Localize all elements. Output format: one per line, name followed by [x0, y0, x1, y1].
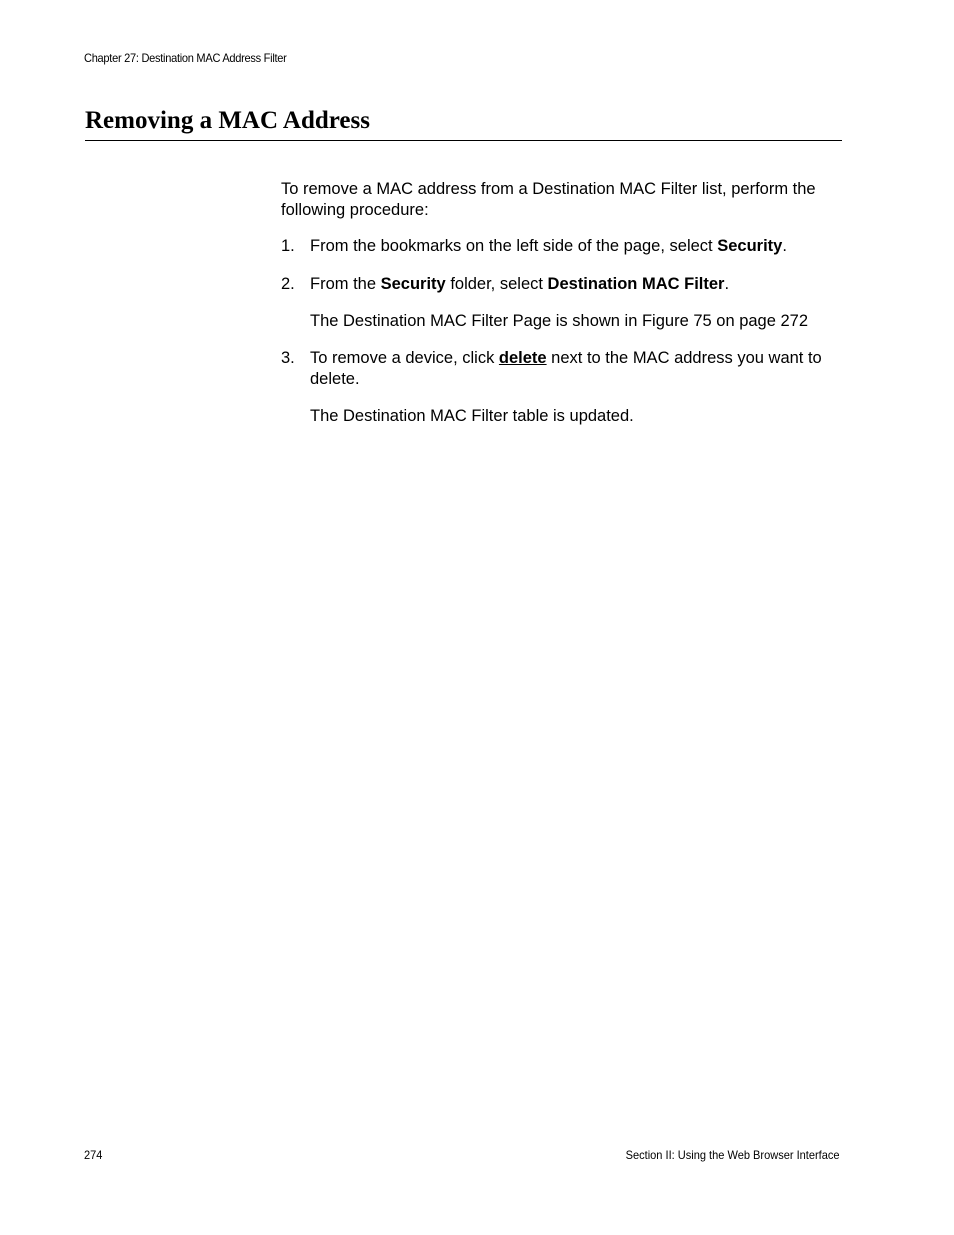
step-2	[281, 274, 846, 295]
ui-term-security: Security	[717, 237, 783, 255]
step-text: From the Security folder, select Destination MAC Filter.	[310, 275, 730, 293]
running-header: Chapter 27: Destination MAC Address Filter	[84, 51, 287, 65]
page-number: 274	[84, 1148, 103, 1162]
footer-section-name: Section II: Using the Web Browser Interface	[626, 1148, 840, 1162]
section-title: Removing a MAC Address	[85, 107, 370, 134]
step-text: From the bookmarks on the left side of the page, select Security.	[310, 237, 787, 255]
step-number: 1.	[281, 237, 295, 255]
step-3-result: The Destination MAC Filter table is updated.	[310, 407, 634, 425]
title-rule	[85, 140, 842, 141]
step-2-result: The Destination MAC Filter Page is shown in Figure 75 on page 272	[310, 312, 809, 330]
step-3	[281, 348, 846, 390]
ui-term-destination-mac-filter: Destination MAC Filter	[547, 275, 725, 293]
step-number: 2.	[281, 275, 295, 293]
step-text: To remove a device, click delete next to the MAC address you want to delete.	[310, 349, 822, 388]
intro-paragraph: To remove a MAC address from a Destination MAC Filter list, perform the following procedure:	[281, 180, 816, 219]
step-1	[281, 236, 846, 257]
step-number: 3.	[281, 349, 295, 367]
ui-term-security: Security	[380, 275, 446, 293]
delete-link[interactable]: delete	[498, 349, 547, 367]
